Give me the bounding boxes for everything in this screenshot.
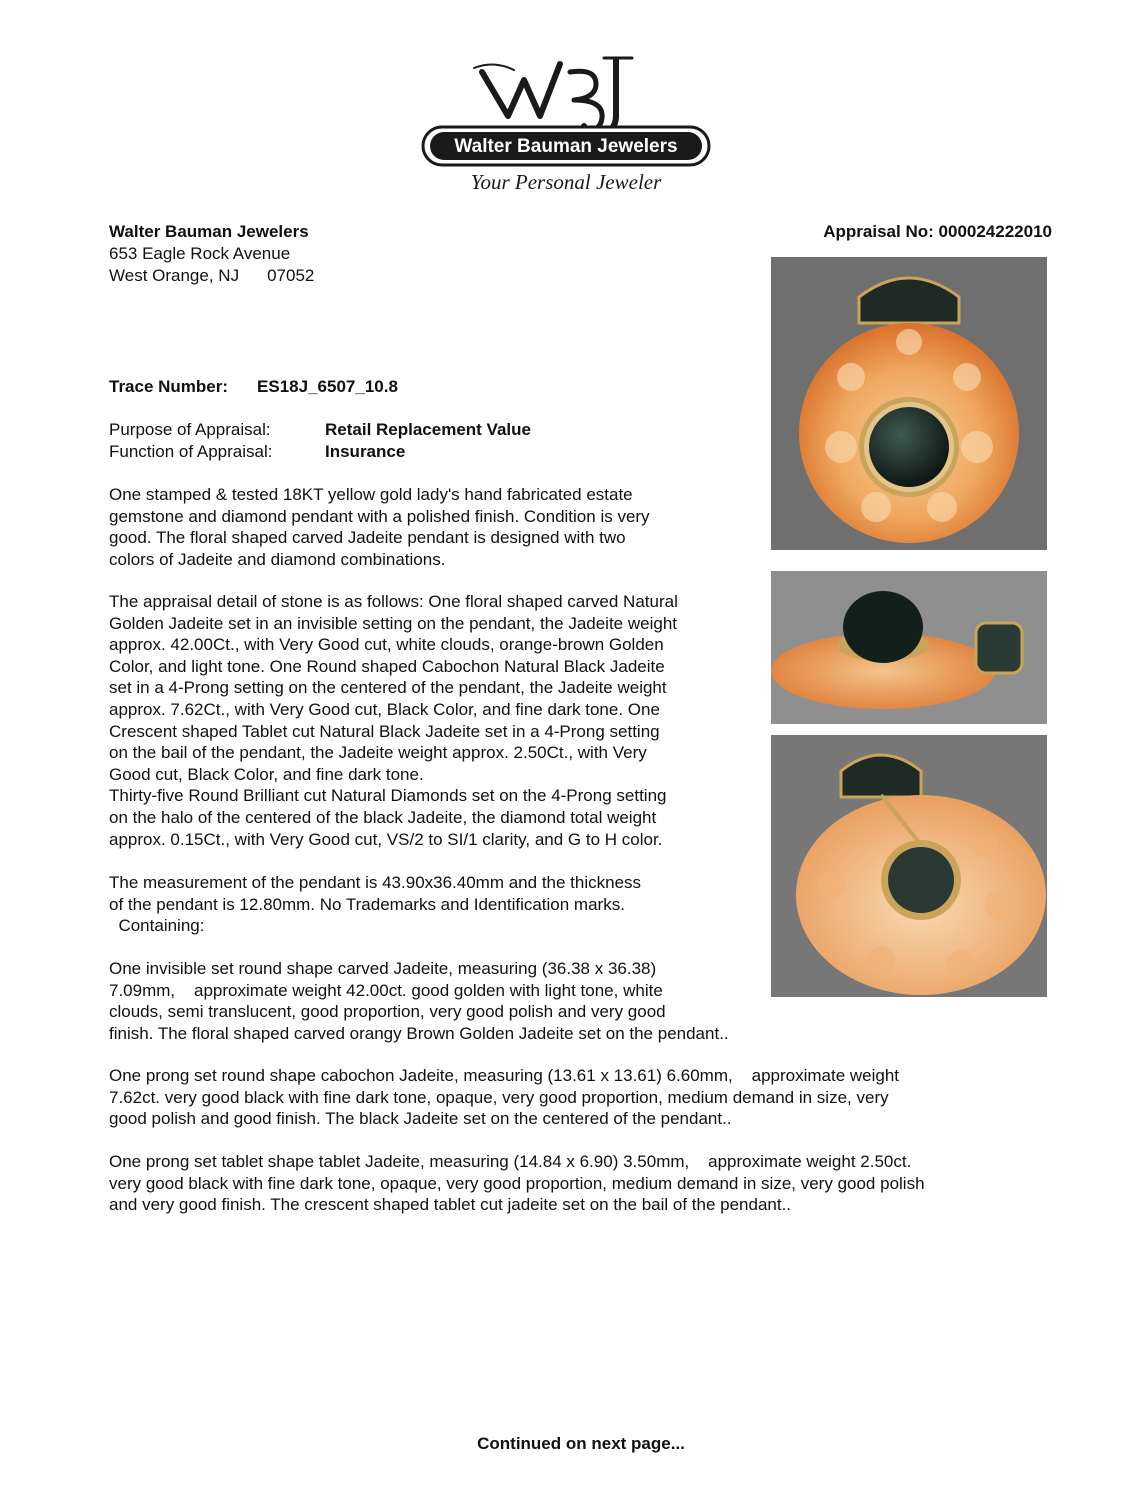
item-golden-jadeite: One invisible set round shape carved Jadeite, measuring (36.38 x 36.38) 7.09mm, approximate weight 42.00ct. good golden with light tone, white clouds, semi translucent, good proportion, very good polish and very good finish. The floral shaped carved orangy Brown Golden Jadeite set on the pendant.. (109, 959, 729, 1043)
measurement: The measurement of the pendant is 43.90x36.40mm and the thickness of the pendant is 12.80mm. No Trademarks and Identification marks. Containing: (109, 873, 642, 936)
logo-tagline: Your Personal Jeweler (470, 170, 662, 194)
trace-number (109, 376, 398, 398)
appraisal-number-label: Appraisal No: (823, 222, 934, 241)
purpose-value: Retail Replacement Value (325, 420, 531, 439)
zip-code: 07052 (267, 266, 315, 285)
purpose-label: Purpose of Appraisal: (109, 420, 271, 439)
continued-note: Continued on next page... (477, 1434, 685, 1453)
purpose-row (109, 419, 531, 441)
item-black-jadeite-cabochon: One prong set round shape cabochon Jadeite, measuring (13.61 x 13.61) 6.60mm, approximate weight 7.62ct. very good black with fine dark tone, opaque, very good proportion, medium demand in size, very good polish and good finish. The black Jadeite set on the centered of the pendant.. (109, 1066, 900, 1129)
appraisal-number-value: 000024222010 (938, 222, 1052, 241)
logo-company-name: Walter Bauman Jewelers (454, 136, 678, 157)
pendant-photo-front (771, 257, 1047, 550)
item-description: One stamped & tested 18KT yellow gold lady's hand fabricated estate gemstone and diamond pendant with a polished finish. Condition is very good. The floral shaped carved Jadeite pendant is designed with two colors of Jadeite and diamond combinations. (109, 485, 650, 569)
company-logo (420, 50, 712, 200)
city-state-zip (109, 265, 314, 287)
function-row (109, 441, 405, 463)
trace-value: ES18J_6507_10.8 (257, 377, 398, 396)
appraisal-number (823, 221, 1052, 243)
trace-label: Trace Number: (109, 377, 229, 396)
stone-details: The appraisal detail of stone is as follows: One floral shaped carved Natural Golden Jadeite set in an invisible setting on the pendant, the Jadeite weight approx. 42.00Ct., with Very Good cut, white clouds, orange-brown Golden Color, and light tone. One Round shaped Cabochon Natural Black Jadeite set in a 4-Prong setting on the centered of the pendant, the Jadeite weight approx. 7.62Ct., with Very Good cut, Black Color, and fine dark tone. One Crescent shaped Tablet cut Natural Black Jadeite set in a 4-Prong setting on the bail of the pendant, the Jadeite weight approx. 2.50Ct., with Very Good cut, Black Color, and fine dark tone. Thirty-five Round Brilliant cut Natural Diamonds set on the 4-Prong setting on the halo of the centered of the black Jadeite, the diamond total weight approx. 0.15Ct., with Very Good cut, VS/2 to SI/1 clarity, and G to H color. (109, 592, 678, 849)
city-state: West Orange, NJ (109, 266, 240, 285)
pendant-photo-back (771, 735, 1047, 997)
business-name: Walter Bauman Jewelers (109, 222, 309, 241)
address-line: 653 Eagle Rock Avenue (109, 244, 291, 263)
item-black-jadeite-tablet: One prong set tablet shape tablet Jadeite, measuring (14.84 x 6.90) 3.50mm, approximate weight 2.50ct. very good black with fine dark tone, opaque, very good proportion, medium demand in size, very good polish and very good finish. The crescent shaped tablet cut jadeite set on the bail of the pendant.. (109, 1152, 925, 1215)
function-label: Function of Appraisal: (109, 442, 273, 461)
pendant-photo-side (771, 571, 1047, 724)
function-value: Insurance (325, 442, 406, 461)
